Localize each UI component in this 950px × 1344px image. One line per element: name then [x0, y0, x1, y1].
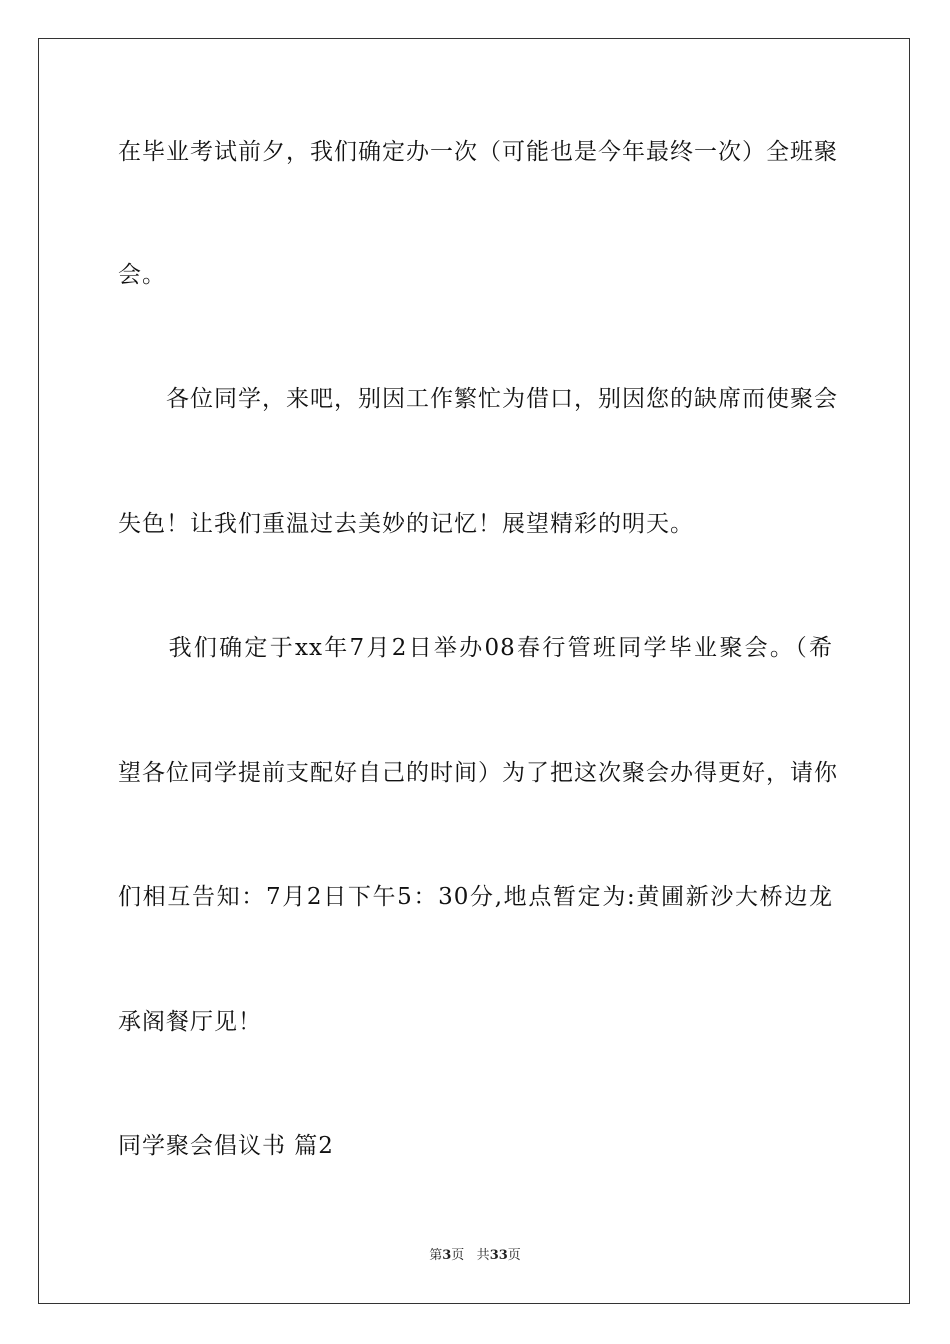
- paragraph-line: 望各位同学提前支配好自己的时间）为了把这次聚会办得更好，请你: [118, 760, 838, 786]
- section-heading: 同学聚会倡议书 篇2: [118, 1133, 334, 1159]
- page-footer: [0, 1246, 950, 1266]
- page-number: 3: [442, 1248, 452, 1263]
- paragraph-line: 在毕业考试前夕，我们确定办一次（可能也是今年最终一次）全班聚: [118, 139, 838, 165]
- paragraph-line: 各位同学，来吧，别因工作繁忙为借口，别因您的缺席而使聚会: [118, 386, 838, 412]
- paragraph-line: 失色！让我们重温过去美妙的记忆！展望精彩的明天。: [118, 511, 694, 537]
- paragraph-line: 们相互告知：7月2日下午5：30分,地点暂定为:黄圃新沙大桥边龙: [118, 884, 833, 910]
- page-frame: [38, 38, 910, 1304]
- paragraph-line: 承阁餐厅见！: [118, 1009, 262, 1035]
- paragraph-line: 我们确定于xx年7月2日举办08春行管班同学毕业聚会。（希: [118, 635, 833, 661]
- page-suffix: 页: [451, 1248, 465, 1263]
- total-pages: 33: [489, 1248, 508, 1263]
- total-suffix: 页: [507, 1248, 521, 1263]
- page-prefix: 第: [429, 1248, 443, 1263]
- total-prefix: 共: [476, 1248, 490, 1263]
- paragraph-line: 会。: [118, 262, 166, 288]
